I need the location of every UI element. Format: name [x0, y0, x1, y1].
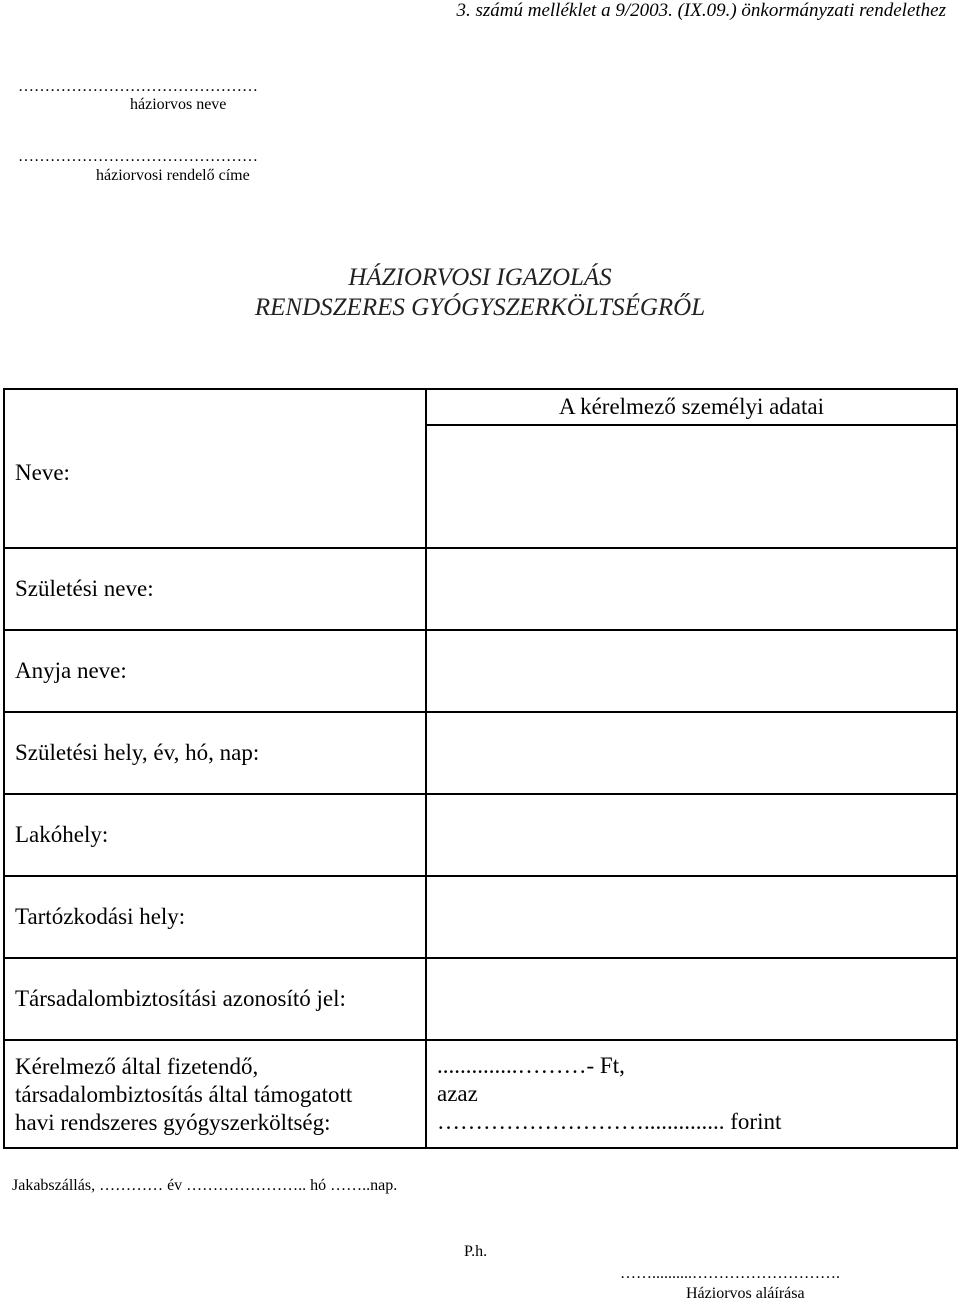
row-label-stay-place: Tartózkodási hely: — [4, 876, 426, 958]
annex-note: 3. számú melléklet a 9/2003. (IX.09.) önkormányzati rendelethez — [456, 0, 946, 21]
signature-label: Háziorvos aláírása — [686, 1285, 805, 1302]
cost-label-line-3: havi rendszeres gyógyszerköltség: — [15, 1110, 331, 1136]
document-subtitle: RENDSZERES GYÓGYSZERKÖLTSÉGRŐL — [254, 294, 706, 321]
practice-address-line: ……………………………………… — [18, 148, 258, 165]
row-label-name: Neve: — [4, 425, 426, 548]
stamp-placeholder: P.h. — [464, 1243, 488, 1260]
row-value-residence[interactable] — [426, 794, 957, 876]
row-label-birth-place-date: Születési hely, év, hó, nap: — [4, 712, 426, 794]
row-value-name[interactable] — [426, 425, 957, 548]
place-date-line: Jakabszállás, ………… év ………………….. hó ……..nap. — [12, 1177, 398, 1194]
cost-amount-forint: ……………………….............. forint — [437, 1109, 782, 1135]
signature-line: ……..........………………………. — [620, 1265, 840, 1282]
row-label-ssn: Társadalombiztosítási azonosító jel: — [4, 958, 426, 1040]
doctor-name-line: ……………………………………… — [18, 78, 258, 95]
table-header: A kérelmező személyi adatai — [426, 389, 957, 425]
row-label-birth-name: Születési neve: — [4, 548, 426, 630]
document-title: HÁZIORVOSI IGAZOLÁS — [348, 264, 612, 291]
row-value-medication-cost[interactable] — [426, 1040, 957, 1148]
row-value-ssn[interactable] — [426, 958, 957, 1040]
row-value-mother-name[interactable] — [426, 630, 957, 712]
row-value-birth-place-date[interactable] — [426, 712, 957, 794]
doctor-name-label: háziorvos neve — [130, 96, 227, 113]
cost-amount-ft: ..............………- Ft, — [437, 1052, 625, 1078]
cost-label-line-1: Kérelmező által fizetendő, — [15, 1053, 259, 1079]
row-value-stay-place[interactable] — [426, 876, 957, 958]
row-label-medication-cost — [4, 1040, 426, 1148]
row-label-residence: Lakóhely: — [4, 794, 426, 876]
cost-label-line-2: társadalombiztosítás által támogatott — [15, 1081, 353, 1107]
row-label-mother-name: Anyja neve: — [4, 630, 426, 712]
cost-in-words-label: azaz — [437, 1080, 478, 1106]
applicant-data-table — [3, 388, 958, 1149]
header-spacer-cell — [4, 389, 426, 425]
practice-address-label: háziorvosi rendelő címe — [96, 167, 250, 184]
row-value-birth-name[interactable] — [426, 548, 957, 630]
